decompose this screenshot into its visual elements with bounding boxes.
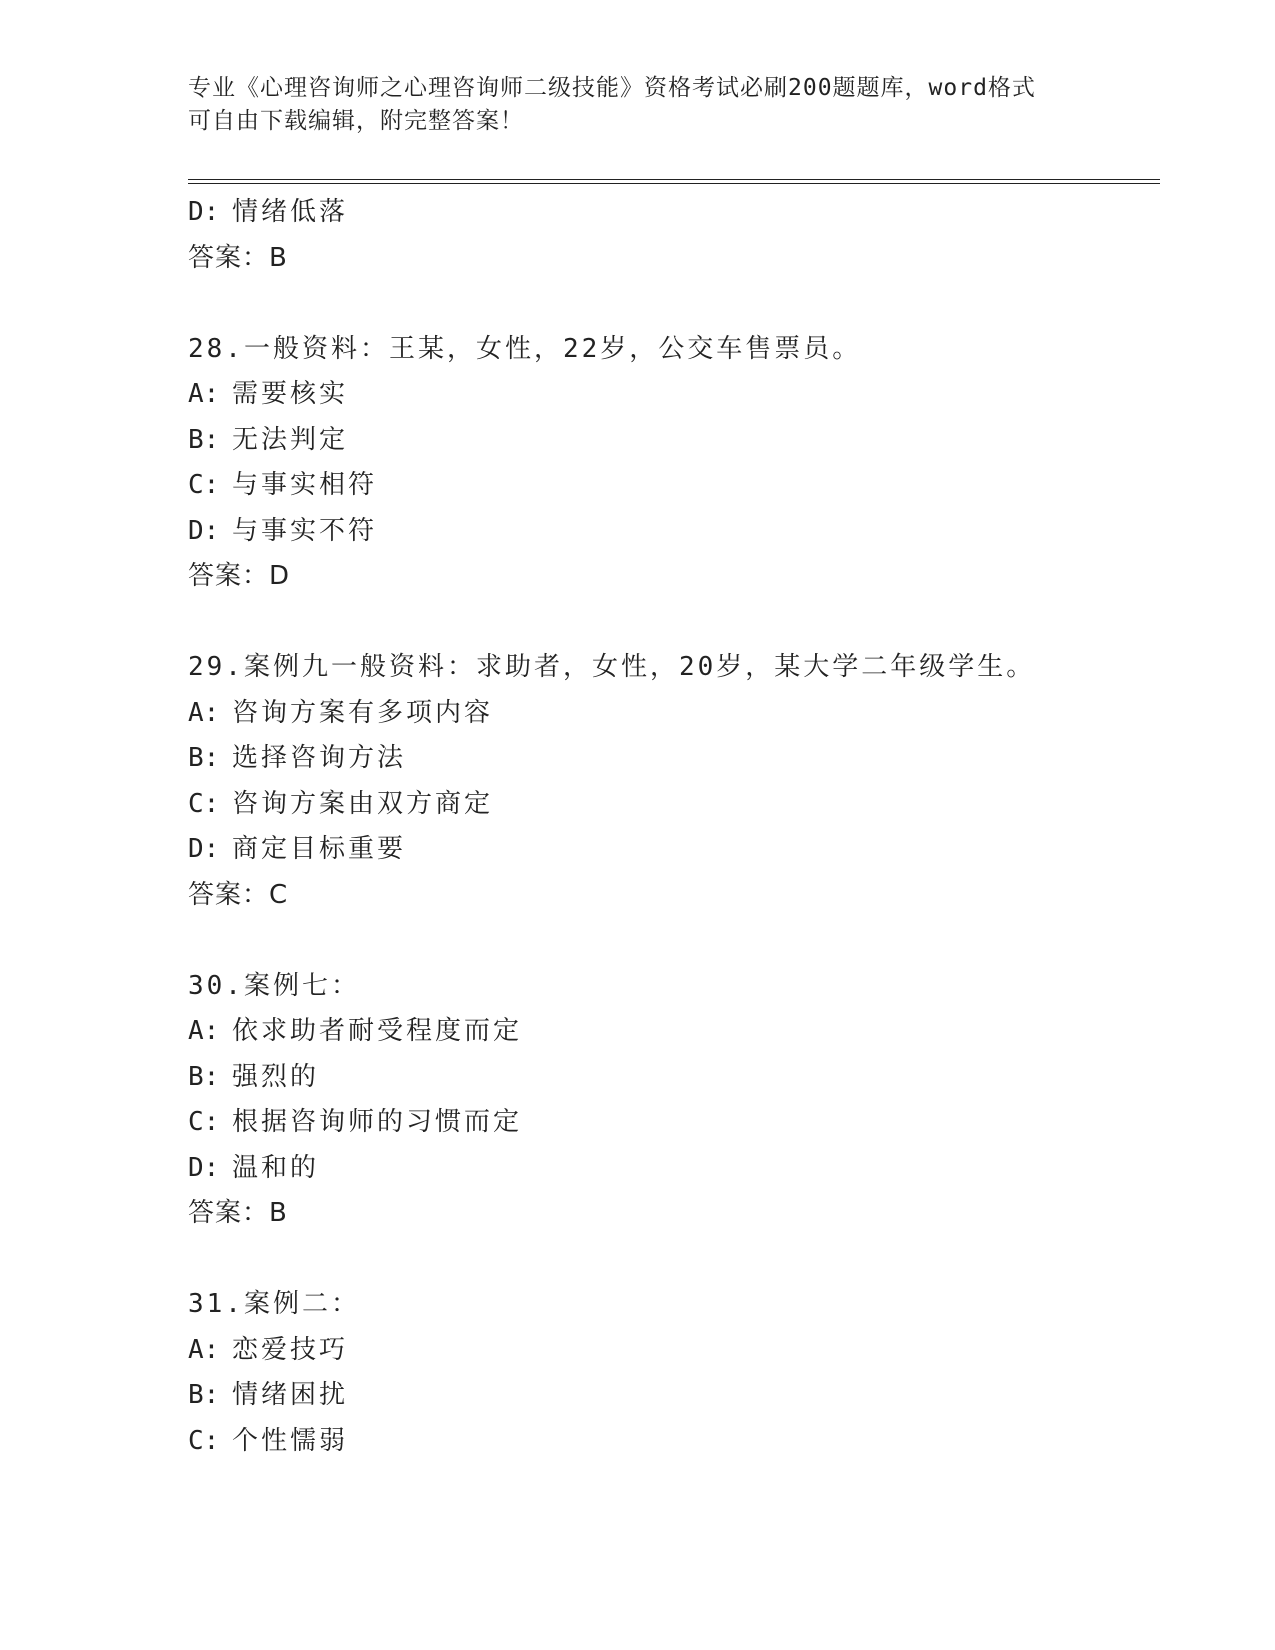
header-line-2: 可自由下载编辑，附完整答案！ — [188, 108, 524, 134]
question-title: 30.案例七： — [188, 970, 360, 1001]
option-text: 无法判定 — [232, 424, 349, 455]
answer: 答案：C — [188, 879, 289, 910]
option-text: 依求助者耐受程度而定 — [232, 1016, 523, 1046]
option-text: 个性懦弱 — [232, 1425, 349, 1456]
answer: 答案：B — [188, 1198, 288, 1228]
option-label: B: — [188, 743, 220, 773]
option-label: B: — [188, 1380, 220, 1410]
option-d — [188, 827, 1168, 873]
option-text: 选择咨询方法 — [232, 743, 407, 773]
option-b — [188, 1055, 1168, 1101]
option-label: D: — [188, 197, 220, 227]
option-c — [188, 463, 1168, 509]
option-a — [188, 691, 1168, 737]
option-label: A: — [188, 697, 220, 728]
option-label: D: — [188, 834, 220, 864]
option-d — [188, 509, 1168, 555]
option-text: 温和的 — [232, 1152, 320, 1183]
option-label: B: — [188, 424, 220, 455]
option-text: 根据咨询师的习惯而定 — [232, 1107, 523, 1137]
option-label: C: — [188, 470, 220, 500]
option-text: 商定目标重要 — [232, 834, 407, 864]
option-c — [188, 1100, 1168, 1146]
option-b — [188, 418, 1168, 464]
option-text: 与事实相符 — [232, 470, 378, 500]
option-text: 与事实不符 — [232, 515, 378, 546]
spacer — [188, 1237, 1168, 1283]
option-label: A: — [188, 379, 220, 409]
option-text: 需要核实 — [232, 379, 349, 409]
option-a — [188, 372, 1168, 418]
option-text: 情绪低落 — [232, 197, 349, 227]
option-label: D: — [188, 1152, 220, 1183]
spacer — [188, 600, 1168, 646]
option-c — [188, 1419, 1168, 1465]
question-title: 31.案例二： — [188, 1289, 360, 1319]
option-b — [188, 1373, 1168, 1419]
option-a — [188, 1328, 1168, 1374]
option-a — [188, 1009, 1168, 1055]
answer: 答案：B — [188, 242, 288, 273]
option-label: C: — [188, 1107, 220, 1137]
option-label: C: — [188, 788, 220, 819]
option-d — [188, 1146, 1168, 1192]
option-label: B: — [188, 1061, 220, 1092]
header-divider — [188, 179, 1160, 184]
option-c — [188, 782, 1168, 828]
option-label: D: — [188, 515, 220, 546]
option-b — [188, 736, 1168, 782]
question-title: 28.一般资料：王某，女性，22岁，公交车售票员。 — [188, 333, 862, 364]
answer: 答案：D — [188, 561, 291, 591]
option-d — [188, 190, 1168, 236]
option-label: A: — [188, 1016, 220, 1046]
option-text: 强烈的 — [232, 1061, 320, 1092]
page-header — [188, 72, 1088, 138]
question-title: 29.案例九一般资料：求助者，女性，20岁，某大学二年级学生。 — [188, 652, 1036, 682]
option-text: 恋爱技巧 — [232, 1334, 349, 1365]
header-line-1: 专业《心理咨询师之心理咨询师二级技能》资格考试必刷200题题库，word格式 — [188, 75, 1036, 101]
option-label: A: — [188, 1334, 220, 1365]
option-text: 情绪困扰 — [232, 1380, 349, 1410]
spacer — [188, 918, 1168, 964]
option-text: 咨询方案有多项内容 — [232, 697, 494, 728]
question-list — [188, 190, 1168, 1464]
option-label: C: — [188, 1425, 220, 1456]
spacer — [188, 281, 1168, 327]
option-text: 咨询方案由双方商定 — [232, 788, 494, 819]
